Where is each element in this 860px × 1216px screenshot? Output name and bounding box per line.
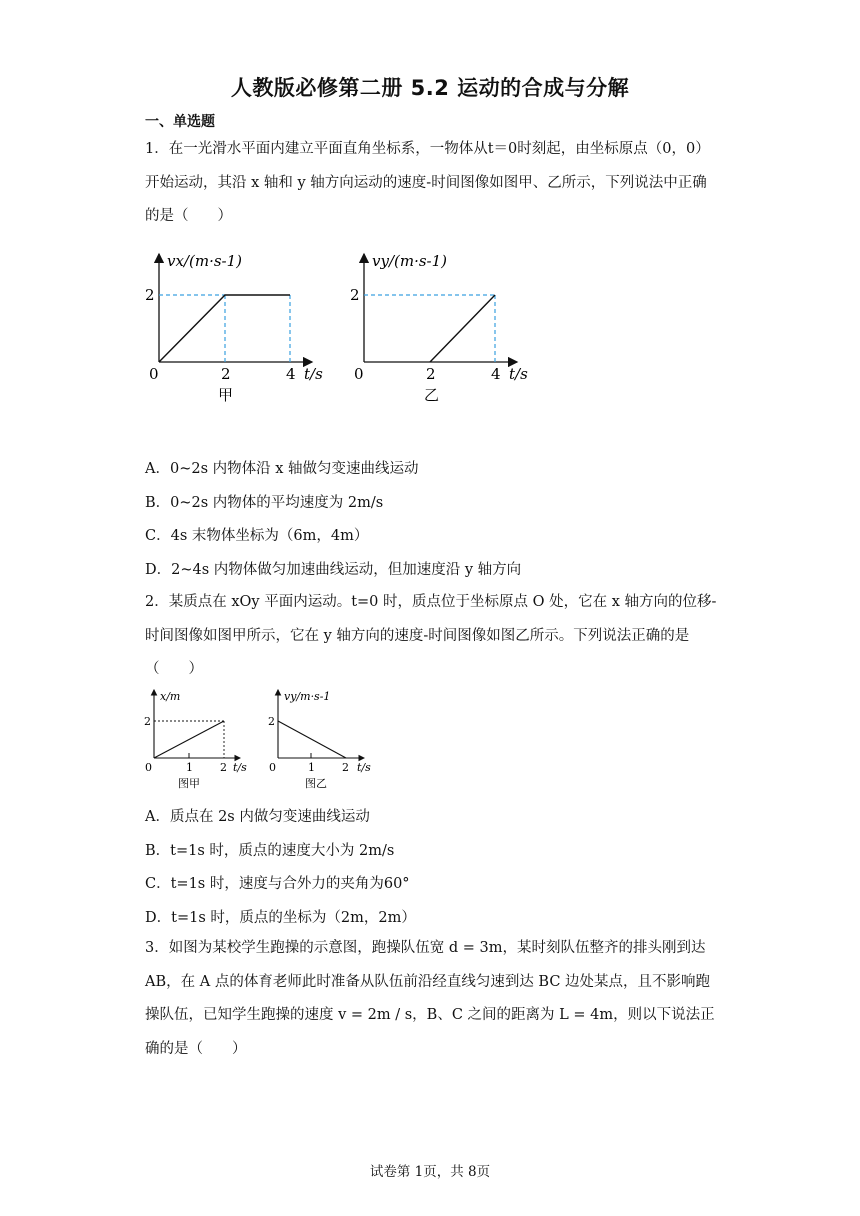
question-1-stem: 1．在一光滑水平面内建立平面直角坐标系，一物体从t＝0时刻起，由坐标原点（0，0）开始运动，其沿 x 轴和 y 轴方向运动的速度-时间图像如图甲、乙所示，下列说法中正确的是（ ） bbox=[145, 141, 710, 224]
x-tick-label: 4 bbox=[286, 365, 296, 383]
y-tick-label: 2 bbox=[350, 286, 360, 304]
q2-option-c[interactable]: C．t=1s 时，速度与合外力的夹角为60° bbox=[145, 876, 410, 892]
x-axis-label: t/s bbox=[357, 761, 371, 774]
y-tick-label: 2 bbox=[145, 286, 155, 304]
q1-option-b[interactable]: B．0~2s 内物体的平均速度为 2m/s bbox=[145, 495, 384, 511]
origin-label: 0 bbox=[269, 761, 276, 774]
q1-option-d[interactable]: D．2~4s 内物体做匀加速曲线运动，但加速度沿 y 轴方向 bbox=[145, 562, 522, 578]
graph-caption: 甲 bbox=[218, 386, 234, 404]
y-axis-label: vy/(m·s-1) bbox=[372, 252, 448, 270]
velocity-line bbox=[430, 295, 495, 362]
y-axis-label: vx/(m·s-1) bbox=[167, 252, 242, 270]
x-tick-label: 2 bbox=[221, 365, 231, 383]
y-tick-label: 2 bbox=[268, 715, 275, 728]
section-heading: 一、单选题 bbox=[145, 114, 215, 130]
x-axis-label: t/s bbox=[233, 761, 247, 774]
q2-figure bbox=[140, 686, 390, 796]
q2-option-d[interactable]: D．t=1s 时，质点的坐标为（2m，2m） bbox=[145, 910, 416, 926]
origin-label: 0 bbox=[354, 365, 364, 383]
x-tick-label: 2 bbox=[426, 365, 436, 383]
y-tick-label: 2 bbox=[144, 715, 151, 728]
displacement-line bbox=[154, 721, 224, 758]
page-footer: 试卷第 1页，共 8页 bbox=[369, 1164, 491, 1180]
question-2-stem: 2．某质点在 xOy 平面内运动。t=0 时，质点位于坐标原点 O 处，它在 x 轴方向的位移-时间图像如图甲所示，它在 y 轴方向的速度-时间图像如图乙所示。下列说法正确的是（ ） bbox=[145, 594, 717, 677]
q2-graph-b bbox=[268, 690, 371, 790]
x-axis-label: t/s bbox=[304, 365, 323, 383]
graph-caption: 图乙 bbox=[305, 777, 327, 790]
q2-option-a[interactable]: A．质点在 2s 内做匀变速曲线运动 bbox=[145, 809, 370, 825]
x-tick-label: 2 bbox=[342, 761, 349, 774]
y-axis-label: x/m bbox=[160, 690, 181, 703]
y-axis-label: vy/m·s-1 bbox=[284, 690, 331, 703]
x-tick-label: 1 bbox=[308, 761, 315, 774]
x-tick-label: 2 bbox=[220, 761, 227, 774]
q1-graph-b bbox=[350, 252, 528, 404]
q1-option-a[interactable]: A．0~2s 内物体沿 x 轴做匀变速曲线运动 bbox=[145, 461, 419, 477]
page-title: 人教版必修第二册 5.2 运动的合成与分解 bbox=[230, 76, 630, 100]
q1-figure bbox=[140, 240, 560, 410]
x-axis-label: t/s bbox=[509, 365, 528, 383]
velocity-line bbox=[278, 721, 346, 758]
q2-graph-a bbox=[144, 690, 247, 790]
question-3-stem: 3．如图为某校学生跑操的示意图，跑操队伍宽 d = 3m，某时刻队伍整齐的排头刚到达 AB，在 A 点的体育老师此时准备从队伍前沿经直线匀速到达 BC 边处某点，且不影响跑操队伍，已知学生跑操的速度 v = 2m / s，B、C 之间的距离为 L = 4m，则以下说法正确的是（ ） bbox=[145, 940, 715, 1057]
origin-label: 0 bbox=[149, 365, 159, 383]
graph-caption: 图甲 bbox=[178, 777, 200, 790]
x-tick-label: 4 bbox=[491, 365, 501, 383]
origin-label: 0 bbox=[145, 761, 152, 774]
q1-graph-a bbox=[145, 252, 323, 404]
q1-option-c[interactable]: C．4s 末物体坐标为（6m，4m） bbox=[145, 528, 369, 544]
x-tick-label: 1 bbox=[186, 761, 193, 774]
graph-caption: 乙 bbox=[424, 386, 440, 404]
q2-option-b[interactable]: B．t=1s 时，质点的速度大小为 2m/s bbox=[145, 843, 395, 859]
